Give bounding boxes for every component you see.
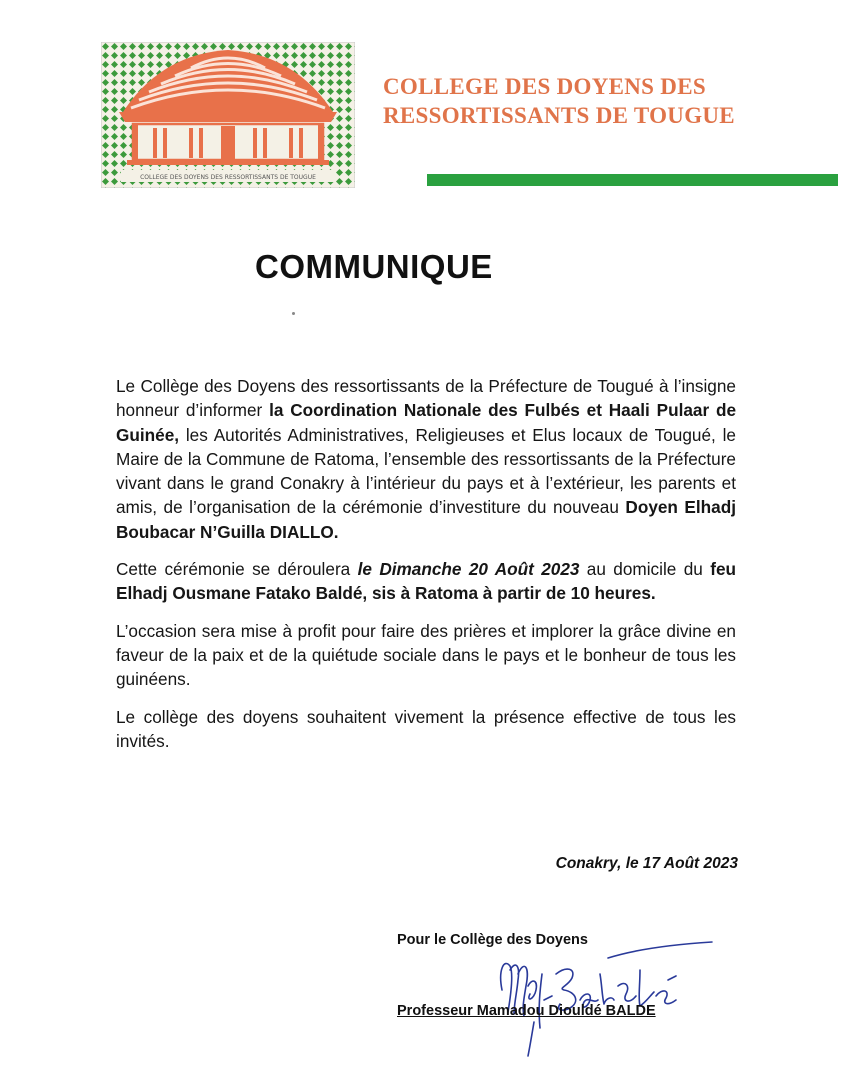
p1-text-a: Le Collège des Doyens des ressortissants de la Préfecture de Tougué à l’insigne honneur d’informer [116, 376, 736, 421]
p2-text-c: au domicile du [579, 559, 711, 580]
org-name-line2: RESSORTISSANTS DE TOUGUE [383, 103, 735, 128]
p1-bold-recipient: la Coordination Nationale des Fulbés et Haali Pulaar de Guinée, [116, 400, 736, 445]
paragraph-1 [116, 374, 736, 544]
scan-speck [292, 312, 295, 315]
p2-bold-date: le Dimanche 20 Août 2023 [357, 559, 580, 580]
org-name-line1: COLLEGE DES DOYENS DES [383, 74, 706, 99]
date-line: Conakry, le 17 Août 2023 [555, 855, 738, 872]
header-divider-bar [427, 174, 838, 186]
p1-bold-doyen: Doyen Elhadj Boubacar N’Guilla DIALLO. [116, 497, 736, 542]
svg-text:COLLEGE DES DOYENS DES RESSORT: COLLEGE DES DOYENS DES RESSORTISSANTS DE TOUGUE [140, 174, 316, 181]
handwritten-signature [480, 930, 720, 1060]
paragraph-2 [116, 557, 736, 606]
communique-body [116, 374, 736, 753]
p2-bold-location: feu Elhadj Ousmane Fatako Baldé, sis à Ratoma à partir de 10 heures. [116, 559, 736, 604]
p1-text-c: les Autorités Administratives, Religieuses et Elus locaux de Tougué, le Maire de la Commune de Ratoma, l’ensemble des ressortissants de la Préfecture vivant dans le grand Conakry à l’intérieur du pays et à l’extérieur, les parents et amis, de l’organisation de la cérémonie d’investiture du nouveau [116, 424, 736, 518]
paragraph-3: L’occasion sera mise à profit pour faire des prières et implorer la grâce divine en faveur de la paix et de la quiétude sociale dans le pays et le bonheur de tous les guinéens. [116, 620, 736, 690]
p2-text-a: Cette cérémonie se déroulera [116, 559, 358, 580]
signature-label: Pour le Collège des Doyens [397, 932, 588, 948]
paragraph-4: Le collège des doyens souhaitent vivement la présence effective de tous les invités. [116, 706, 736, 751]
organization-name [383, 72, 823, 130]
college-logo [101, 42, 355, 188]
signatory-name: Professeur Mamadou Diouldé BALDE [397, 1003, 656, 1019]
document-title: COMMUNIQUE [255, 248, 493, 285]
